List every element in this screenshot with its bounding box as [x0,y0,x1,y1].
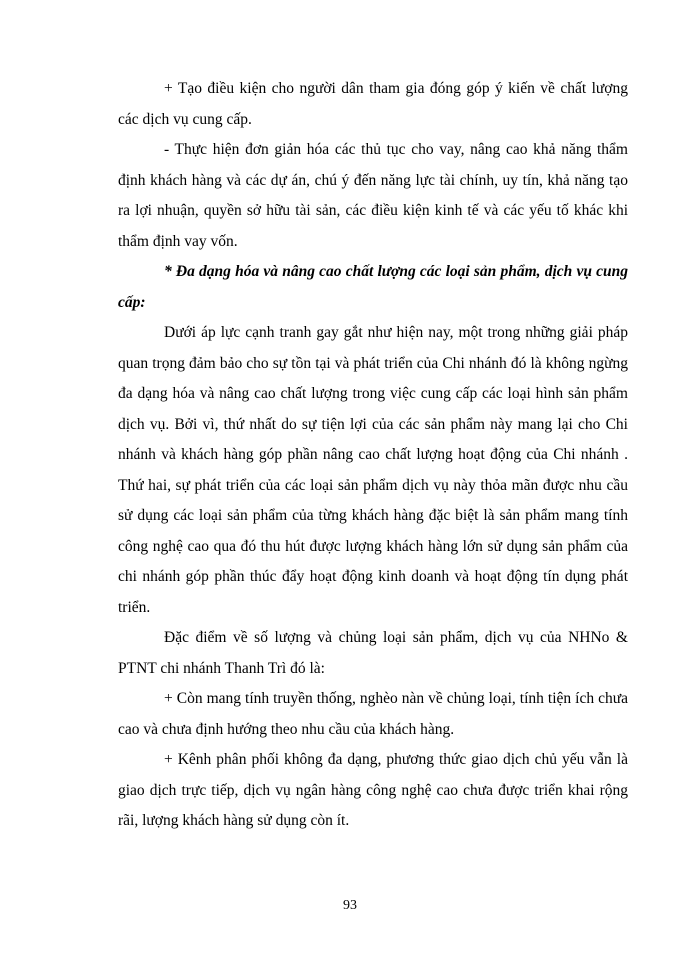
paragraph-citizen-feedback: + Tạo điều kiện cho người dân tham gia đóng góp ý kiến về chất lượng các dịch vụ cung cấp. [118,80,628,128]
page-number: 93 [343,898,357,913]
body-text [118,74,628,837]
paragraph-competition-pressure: Dưới áp lực cạnh tranh gay gắt như hiện nay, một trong những giải pháp quan trọng đảm bảo cho sự tồn tại và phát triển của Chi nhánh đó là không ngừng đa dạng hóa và nâng cao chất lượng trong việc cung cấp các loại hình sản phẩm dịch vụ. Bởi vì, thứ nhất do sự tiện lợi của các sản phẩm này mang lại cho Chi nhánh và khách hàng góp phần nâng cao chất lượng hoạt động của Chi nhánh . Thứ hai, sự phát triển của các loại sản phẩm dịch vụ này thỏa mãn được nhu cầu sử dụng các loại sản phẩm của từng khách hàng đặc biệt là sản phẩm mang tính công nghệ cao qua đó thu hút được lượng khách hàng lớn sử dụng sản phẩm của chi nhánh góp phần thúc đẩy hoạt động kinh doanh và hoạt động tín dụng phát triển. [118,324,628,616]
paragraph-simplify-loan-procedures: - Thực hiện đơn giản hóa các thủ tục cho vay, nâng cao khả năng thẩm định khách hàng và các dự án, chú ý đến năng lực tài chính, uy tín, khả năng tạo ra lợi nhuận, quyền sở hữu tài sản, các điều kiện kinh tế và các yếu tố khác khi thẩm định vay vốn. [118,141,628,250]
paragraph-traditional-products: + Còn mang tính truyền thống, nghèo nàn về chủng loại, tính tiện ích chưa cao và chưa định hướng theo nhu cầu của khách hàng. [118,690,628,738]
paragraph-product-characteristics: Đặc điểm về số lượng và chủng loại sản phẩm, dịch vụ của NHNo & PTNT chi nhánh Thanh Trì đó là: [118,629,628,677]
section-heading-diversify-products: * Đa dạng hóa và nâng cao chất lượng các loại sản phẩm, dịch vụ cung cấp: [118,263,628,311]
paragraph-distribution-channels: + Kênh phân phối không đa dạng, phương thức giao dịch chủ yếu vẫn là giao dịch trực tiếp, dịch vụ ngân hàng công nghệ cao chưa được triển khai rộng rãi, lượng khách hàng sử dụng còn ít. [118,751,628,829]
